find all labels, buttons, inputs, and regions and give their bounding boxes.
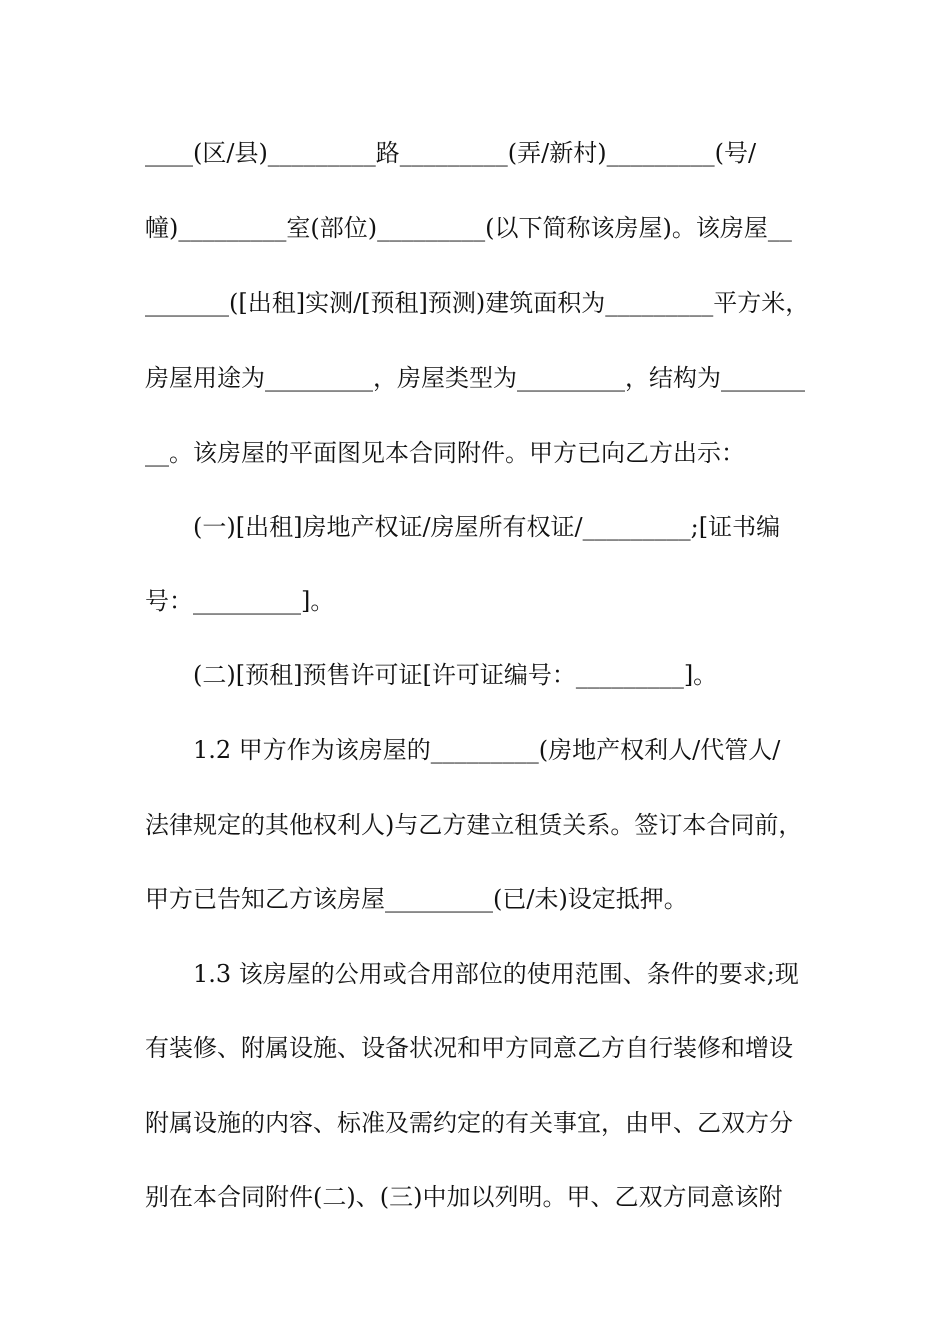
text-line: 号：_________]。	[145, 587, 335, 615]
text-line: 附属设施的内容、标准及需约定的有关事宜，由甲、乙双方分	[145, 1109, 793, 1137]
text-line: 幢)_________室(部位)_________(以下简称该房屋)。该房屋__	[145, 214, 792, 242]
text-line: __。该房屋的平面图见本合同附件。甲方已向乙方出示：	[145, 439, 745, 467]
text-line: ____(区/县)_________路_________(弄/新村)_________(号/	[145, 139, 757, 167]
text-line: 别在本合同附件(二)、(三)中加以列明。甲、乙双方同意该附	[145, 1183, 783, 1211]
text-line: _______([出租]实测/[预租]预测)建筑面积为_________平方米，	[145, 289, 810, 317]
text-line: 法律规定的其他权利人)与乙方建立租赁关系。签订本合同前，	[145, 811, 803, 839]
text-line: 1.3 该房屋的公用或合用部位的使用范围、条件的要求;现	[193, 960, 799, 988]
text-line: 甲方已告知乙方该房屋_________(已/未)设定抵押。	[145, 885, 688, 913]
text-line: (二)[预租]预售许可证[许可证编号：_________]。	[193, 661, 718, 689]
text-line: 房屋用途为_________，房屋类型为_________，结构为_______	[145, 364, 805, 392]
text-line: 有装修、附属设施、设备状况和甲方同意乙方自行装修和增设	[145, 1034, 793, 1062]
text-line: 1.2 甲方作为该房屋的_________(房地产权利人/代管人/	[193, 736, 781, 764]
text-line: (一)[出租]房地产权证/房屋所有权证/_________;[证书编	[193, 513, 781, 541]
